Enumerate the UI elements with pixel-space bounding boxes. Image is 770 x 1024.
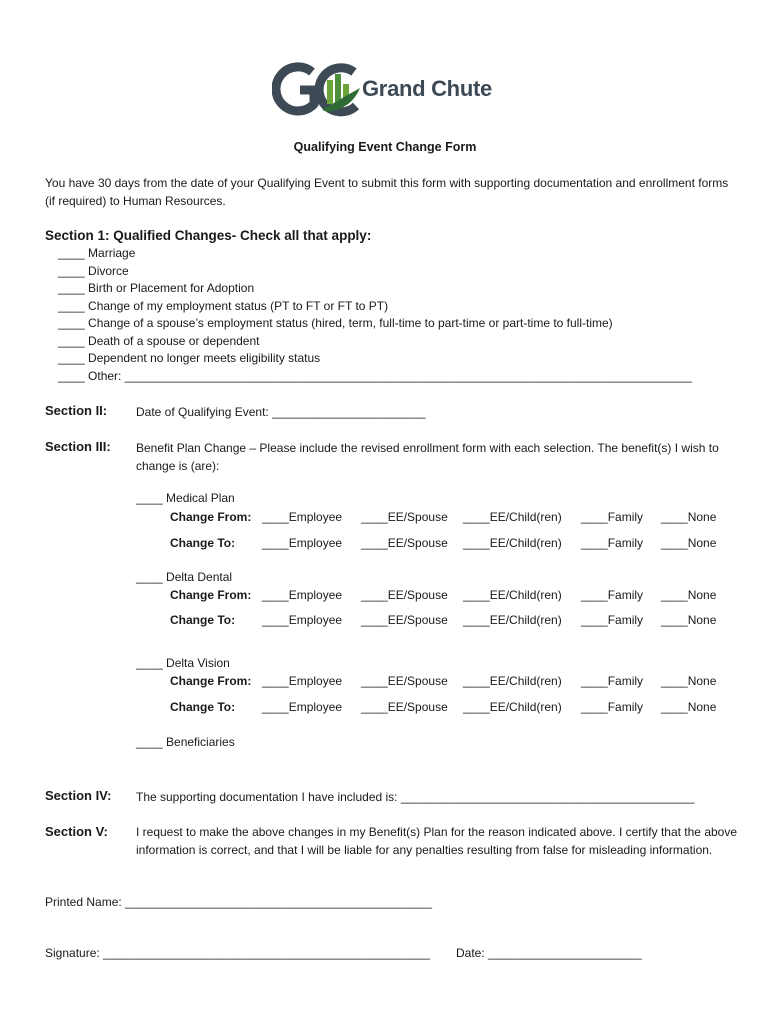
vision-change-to-label: Change To:: [170, 700, 236, 714]
vision-from-ee-spouse[interactable]: ____EE/Spouse: [361, 674, 448, 688]
medical-change-from-label: Change From:: [170, 510, 252, 524]
medical-from-ee-children[interactable]: ____EE/Child(ren): [463, 510, 562, 524]
list-item-death[interactable]: ____ Death of a spouse or dependent: [58, 333, 260, 348]
signature-field[interactable]: Signature: _________________________________________________: [45, 946, 431, 960]
gc-logo-icon: [272, 58, 367, 120]
medical-from-ee-spouse[interactable]: ____EE/Spouse: [361, 510, 448, 524]
medical-to-ee-spouse[interactable]: ____EE/Spouse: [361, 536, 448, 550]
list-item-marriage[interactable]: ____ Marriage: [58, 246, 136, 260]
dental-from-ee-spouse[interactable]: ____EE/Spouse: [361, 588, 448, 602]
brand-name: Grand Chute: [362, 76, 492, 101]
section3-text: Benefit Plan Change – Please include the revised enrollment form with each selection. The benefit(s) I wish to change is (are):: [136, 441, 719, 473]
medical-from-family[interactable]: ____Family: [581, 510, 644, 524]
vision-to-ee-children[interactable]: ____EE/Child(ren): [463, 700, 562, 714]
vision-change-from-label: Change From:: [170, 674, 252, 688]
dental-from-employee[interactable]: ____Employee: [262, 588, 343, 602]
qualified-changes-list: [58, 245, 692, 385]
certification-text: I request to make the above changes in my Benefit(s) Plan for the reason indicated above. I certify that the above information is correct, and that I will be liable for any penalties resulting from false for misleading information.: [136, 825, 738, 857]
dental-to-ee-children[interactable]: ____EE/Child(ren): [463, 613, 562, 627]
vision-to-family[interactable]: ____Family: [581, 700, 644, 714]
medical-to-ee-children[interactable]: ____EE/Child(ren): [463, 536, 562, 550]
list-item-divorce[interactable]: ____ Divorce: [58, 263, 129, 278]
list-item-spouse-employment[interactable]: ____ Change of a spouse’s employment status (hired, term, full-time to part-time or part-time to full-time): [58, 316, 613, 330]
dental-to-family[interactable]: ____Family: [581, 613, 644, 627]
dental-to-none[interactable]: ____None: [661, 613, 717, 627]
dental-from-family[interactable]: ____Family: [581, 588, 644, 602]
dental-to-ee-spouse[interactable]: ____EE/Spouse: [361, 613, 448, 627]
medical-plan-checkbox[interactable]: ____ Medical Plan: [136, 491, 235, 505]
vision-to-none[interactable]: ____None: [661, 700, 717, 714]
medical-from-employee[interactable]: ____Employee: [262, 510, 343, 524]
list-item-birth-adoption[interactable]: ____ Birth or Placement for Adoption: [58, 281, 255, 295]
vision-from-employee[interactable]: ____Employee: [262, 674, 343, 688]
dental-to-employee[interactable]: ____Employee: [262, 613, 343, 627]
supporting-documentation-field[interactable]: The supporting documentation I have included is: ____________________________________________: [136, 790, 695, 804]
list-item-employment-status[interactable]: ____ Change of my employment status (PT to FT or FT to PT): [58, 298, 389, 313]
dental-from-none[interactable]: ____None: [661, 588, 717, 602]
form-title: Qualifying Event Change Form: [293, 140, 477, 154]
section1-title: Section 1: Qualified Changes- Check all that apply:: [45, 228, 372, 243]
vision-from-family[interactable]: ____Family: [581, 674, 644, 688]
list-item-other[interactable]: ____ Other: _____________________________________________________________________________________: [58, 368, 692, 383]
beneficiaries-checkbox[interactable]: ____ Beneficiaries: [136, 735, 235, 749]
medical-to-none[interactable]: ____None: [661, 536, 717, 550]
list-item-eligibility[interactable]: ____ Dependent no longer meets eligibility status: [58, 351, 321, 365]
dental-change-from-label: Change From:: [170, 588, 252, 602]
vision-from-ee-children[interactable]: ____EE/Child(ren): [463, 674, 562, 688]
medical-to-family[interactable]: ____Family: [581, 536, 644, 550]
vision-to-employee[interactable]: ____Employee: [262, 700, 343, 714]
dental-from-ee-children[interactable]: ____EE/Child(ren): [463, 588, 562, 602]
qualifying-event-date-field[interactable]: Date of Qualifying Event: _______________________: [136, 405, 426, 419]
medical-from-none[interactable]: ____None: [661, 510, 717, 524]
section2-label: Section II:: [45, 403, 108, 418]
vision-plan-checkbox[interactable]: ____ Delta Vision: [136, 656, 230, 670]
section4-label: Section IV:: [45, 788, 112, 803]
vision-from-none[interactable]: ____None: [661, 674, 717, 688]
dental-plan-checkbox[interactable]: ____ Delta Dental: [136, 570, 233, 584]
section5-label: Section V:: [45, 824, 108, 839]
medical-change-to-label: Change To:: [170, 536, 236, 550]
date-field[interactable]: Date: _______________________: [456, 946, 642, 960]
vision-to-ee-spouse[interactable]: ____EE/Spouse: [361, 700, 448, 714]
intro-paragraph: You have 30 days from the date of your Qualifying Event to submit this form with supporting documentation and enrollment forms (if required) to Human Resources.: [45, 176, 729, 208]
dental-change-to-label: Change To:: [170, 613, 236, 627]
medical-to-employee[interactable]: ____Employee: [262, 536, 343, 550]
section3-label: Section III:: [45, 439, 111, 454]
printed-name-field[interactable]: Printed Name: ______________________________________________: [45, 895, 433, 909]
